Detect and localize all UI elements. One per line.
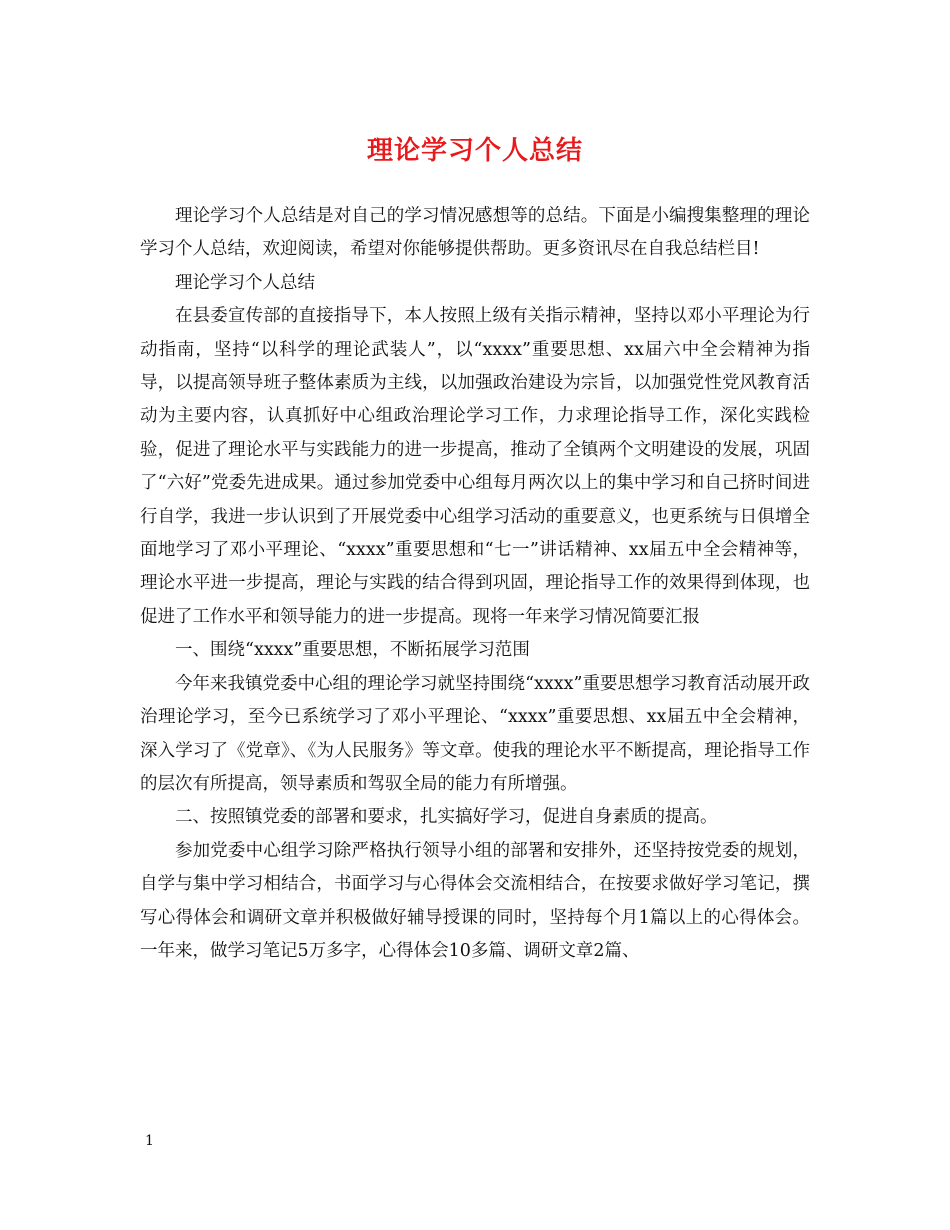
- section-heading-1: 一、围绕“xxxx”重要思想，不断拓展学习范围: [175, 640, 530, 661]
- section-heading-2: 二、按照镇党委的部署和要求，扎实搞好学习，促进自身素质的提高。: [175, 807, 718, 828]
- paragraph-section-1: 今年来我镇党委中心组的理论学习就坚持围绕“xxxx”重要思想学习教育活动展开政治理论学习，至今已系统学习了邓小平理论、“xxxx”重要思想、xx届五中全会精神，深入学习了《党章》、《为人民服务》等文章。使我的理论水平不断提高，理论指导工作的层次有所提高，领导素质和驾驭全局的能力有所增强。: [140, 673, 810, 794]
- document-title: 理论学习个人总结: [366, 136, 583, 166]
- paragraph-main: 在县委宣传部的直接指导下，本人按照上级有关指示精神，坚持以邓小平理论为行动指南，坚持“以科学的理论武装人”，以“xxxx”重要思想、xx届六中全会精神为指导，以提高领导班子整体素质为主线，以加强政治建设为宗旨，以加强党性党风教育活动为主要内容，认真抓好中心组政治理论学习工作，力求理论指导工作，深化实践检验，促进了理论水平与实践能力的进一步提高，推动了全镇两个文明建设的发展，巩固了“六好”党委先进成果。通过参加党委中心组每月两次以上的集中学习和自己挤时间进行自学，我进一步认识到了开展党委中心组学习活动的重要意义，也更系统与日俱增全面地学习了邓小平理论、“xxxx”重要思想和“七一”讲话精神、xx届五中全会精神等，理论水平进一步提高，理论与实践的结合得到巩固，理论指导工作的效果得到体现，也促进了工作水平和领导能力的进一步提高。现将一年来学习情况简要汇报: [140, 306, 810, 627]
- paragraph-section-2: 参加党委中心组学习除严格执行领导小组的部署和安排外，还坚持按党委的规划，自学与集中学习相结合，书面学习与心得体会交流相结合，在按要求做好学习笔记，撰写心得体会和调研文章并积极做好辅导授课的同时，坚持每个月1篇以上的心得体会。一年来，做学习笔记5万多字，心得体会10多篇、调研文章2篇、: [140, 840, 810, 961]
- paragraph-subtitle: 理论学习个人总结: [175, 272, 315, 293]
- document-body: [140, 200, 810, 968]
- page-number: 1: [145, 1133, 154, 1149]
- paragraph-intro: 理论学习个人总结是对自己的学习情况感想等的总结。下面是小编搜集整理的理论学习个人总结，欢迎阅读，希望对你能够提供帮助。更多资讯尽在自我总结栏目!: [140, 206, 810, 260]
